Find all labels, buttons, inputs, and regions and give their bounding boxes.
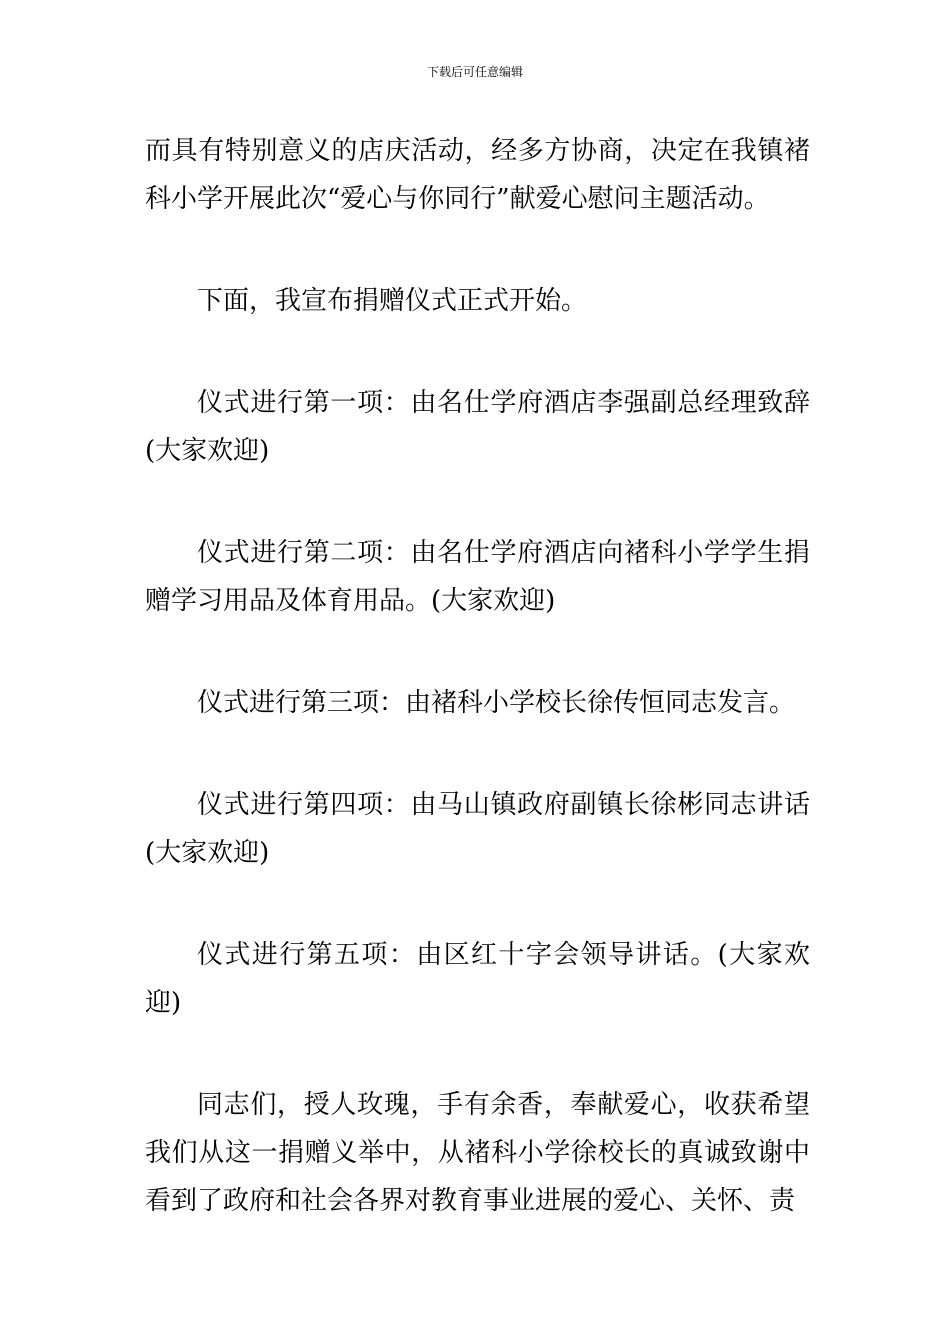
paragraph-1: 而具有特别意义的店庆活动，经多方协商，决定在我镇褚科小学开展此次“爱心与你同行”献爱心慰问主题活动。: [145, 136, 810, 214]
paragraph-3: 仪式进行第一项：由名仕学府酒店李强副总经理致辞(大家欢迎): [145, 388, 810, 466]
paragraph-2: 下面，我宣布捐赠仪式正式开始。: [197, 286, 588, 316]
document-body: [145, 127, 810, 1225]
paragraph-4: 仪式进行第二项：由名仕学府酒店向褚科小学学生捐赠学习用品及体育用品。(大家欢迎): [145, 538, 810, 616]
paragraph-6: 仪式进行第四项：由马山镇政府副镇长徐彬同志讲话(大家欢迎): [145, 790, 810, 868]
paragraph-8: 同志们，授人玫瑰，手有余香，奉献爱心，收获希望我们从这一捐赠义举中，从褚科小学徐校长的真诚致谢中看到了政府和社会各界对教育事业进展的爱心、关怀、责: [145, 1090, 810, 1216]
paragraph-5: 仪式进行第三项：由褚科小学校长徐传恒同志发言。: [197, 688, 796, 718]
paragraph-7: 仪式进行第五项：由区红十字会领导讲话。(大家欢迎): [145, 940, 810, 1018]
page-header: 下载后可任意编辑: [426, 65, 523, 79]
